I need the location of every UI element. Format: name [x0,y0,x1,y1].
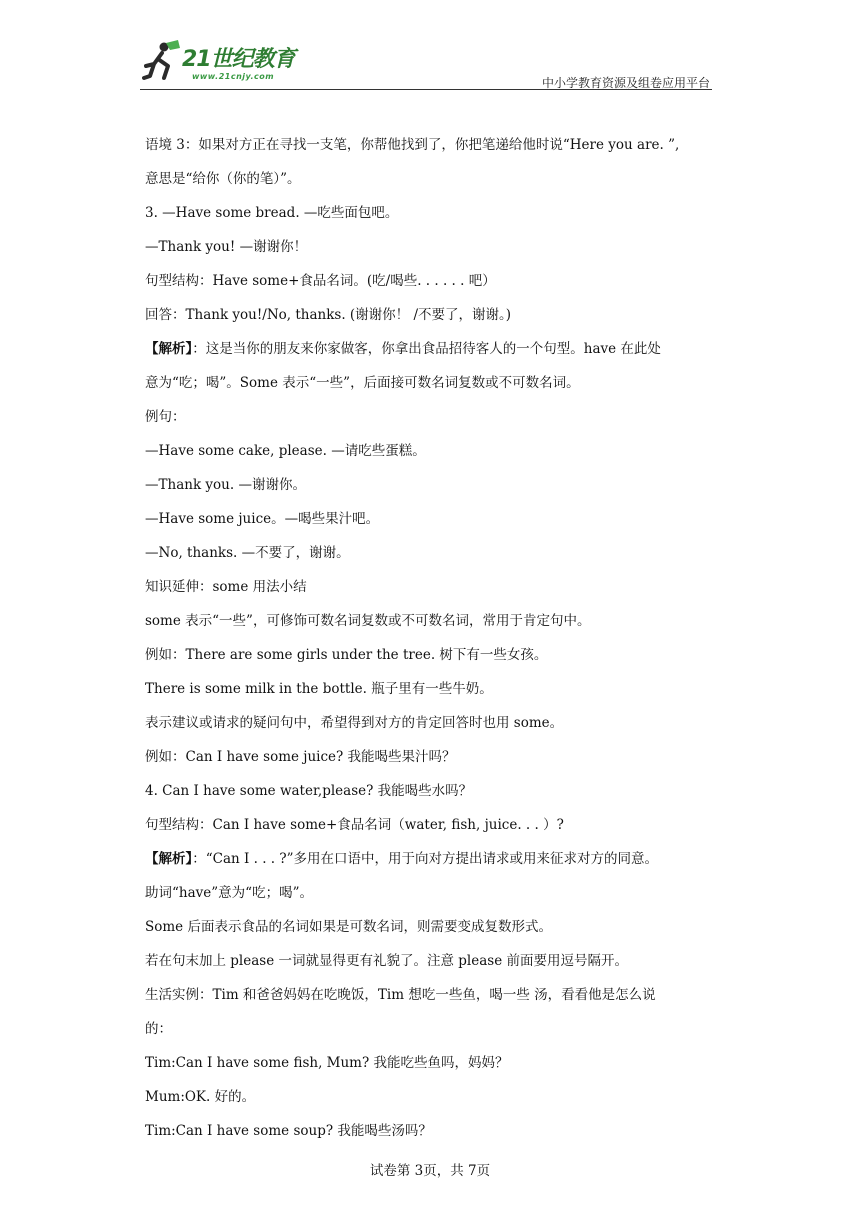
analysis-label: 【解析】 [145,341,193,357]
text-line: There is some milk in the bottle. 瓶子里有一些牛奶。 [145,681,493,697]
text-line: Mum:OK. 好的。 [145,1089,256,1105]
text-line: 4. Can I have some water,please? 我能喝些水吗？ [145,783,473,799]
document-body [145,131,725,1151]
text-line: 的： [145,1021,172,1037]
text-line: —Thank you. —谢谢你。 [145,477,306,493]
platform-title: 中小学教育资源及组卷应用平台 [541,76,710,90]
text-line: 意思是“给你（你的笔）”。 [145,171,301,187]
text-line: 例如：Can I have some juice? 我能喝些果汁吗？ [145,749,456,765]
text-line: 语境 3：如果对方正在寻找一支笔，你帮他找到了，你把笔递给他时说“Here you are. ”, [145,137,680,153]
text-line: —Thank you! —谢谢你！ [145,239,308,255]
analysis-text: ：这是当你的朋友来你家做客，你拿出食品招待客人的一个句型。have 在此处 [192,341,661,357]
logo [142,40,312,92]
text-line: 生活实例：Tim 和爸爸妈妈在吃晚饭，Tim 想吃一些鱼，喝一些 汤，看看他是怎么说 [145,987,656,1003]
text-line [145,335,725,369]
text-line: 句型结构：Have some+食品名词。(吃/喝些. . . . . . 吧） [145,273,496,289]
page-footer: 试卷第 3页，共 7页 [369,1163,491,1179]
logo-text: 21世纪教育 [182,47,295,72]
text-line: 3. —Have some bread. —吃些面包吧。 [145,205,399,221]
text-line: —Have some cake, please. —请吃些蛋糕。 [145,443,426,459]
header-divider [140,89,712,90]
analysis-text: ：“Can I . . . ?”多用在口语中，用于向对方提出请求或用来征求对方的同意。 [192,851,659,867]
text-line: —No, thanks. —不要了，谢谢。 [145,545,350,561]
text-line: 意为“吃；喝”。Some 表示“一些”，后面接可数名词复数或不可数名词。 [145,375,580,391]
page-header [0,0,860,96]
text-line: 回答：Thank you!/No, thanks. (谢谢你！ /不要了，谢谢。) [145,307,512,323]
text-line: Tim:Can I have some soup? 我能喝些汤吗？ [145,1123,432,1139]
text-line [145,845,725,879]
analysis-label: 【解析】 [145,851,193,867]
text-line: 例如：There are some girls under the tree. 树下有一些女孩。 [145,647,548,663]
text-line: 句型结构：Can I have some+食品名词（water, fish, juice. . . ）? [145,817,564,833]
logo-url: www.21cnjy.com [192,72,275,81]
text-line: Tim:Can I have some fish, Mum? 我能吃些鱼吗，妈妈？ [145,1055,509,1071]
text-line: 表示建议或请求的疑问句中，希望得到对方的肯定回答时也用 some。 [145,715,564,731]
text-line: 知识延伸：some 用法小结 [145,579,307,595]
text-line: 若在句末加上 please 一词就显得更有礼貌了。注意 please 前面要用逗号隔开。 [145,953,628,969]
text-line: some 表示“一些”，可修饰可数名词复数或不可数名词，常用于肯定句中。 [145,613,591,629]
text-line: Some 后面表示食品的名词如果是可数名词，则需要变成复数形式。 [145,919,552,935]
text-line: 助词“have”意为“吃；喝”。 [145,885,313,901]
text-line: —Have some juice。—喝些果汁吧。 [145,511,380,527]
runner-logo-icon [142,40,182,84]
text-line: 例句： [145,409,186,425]
